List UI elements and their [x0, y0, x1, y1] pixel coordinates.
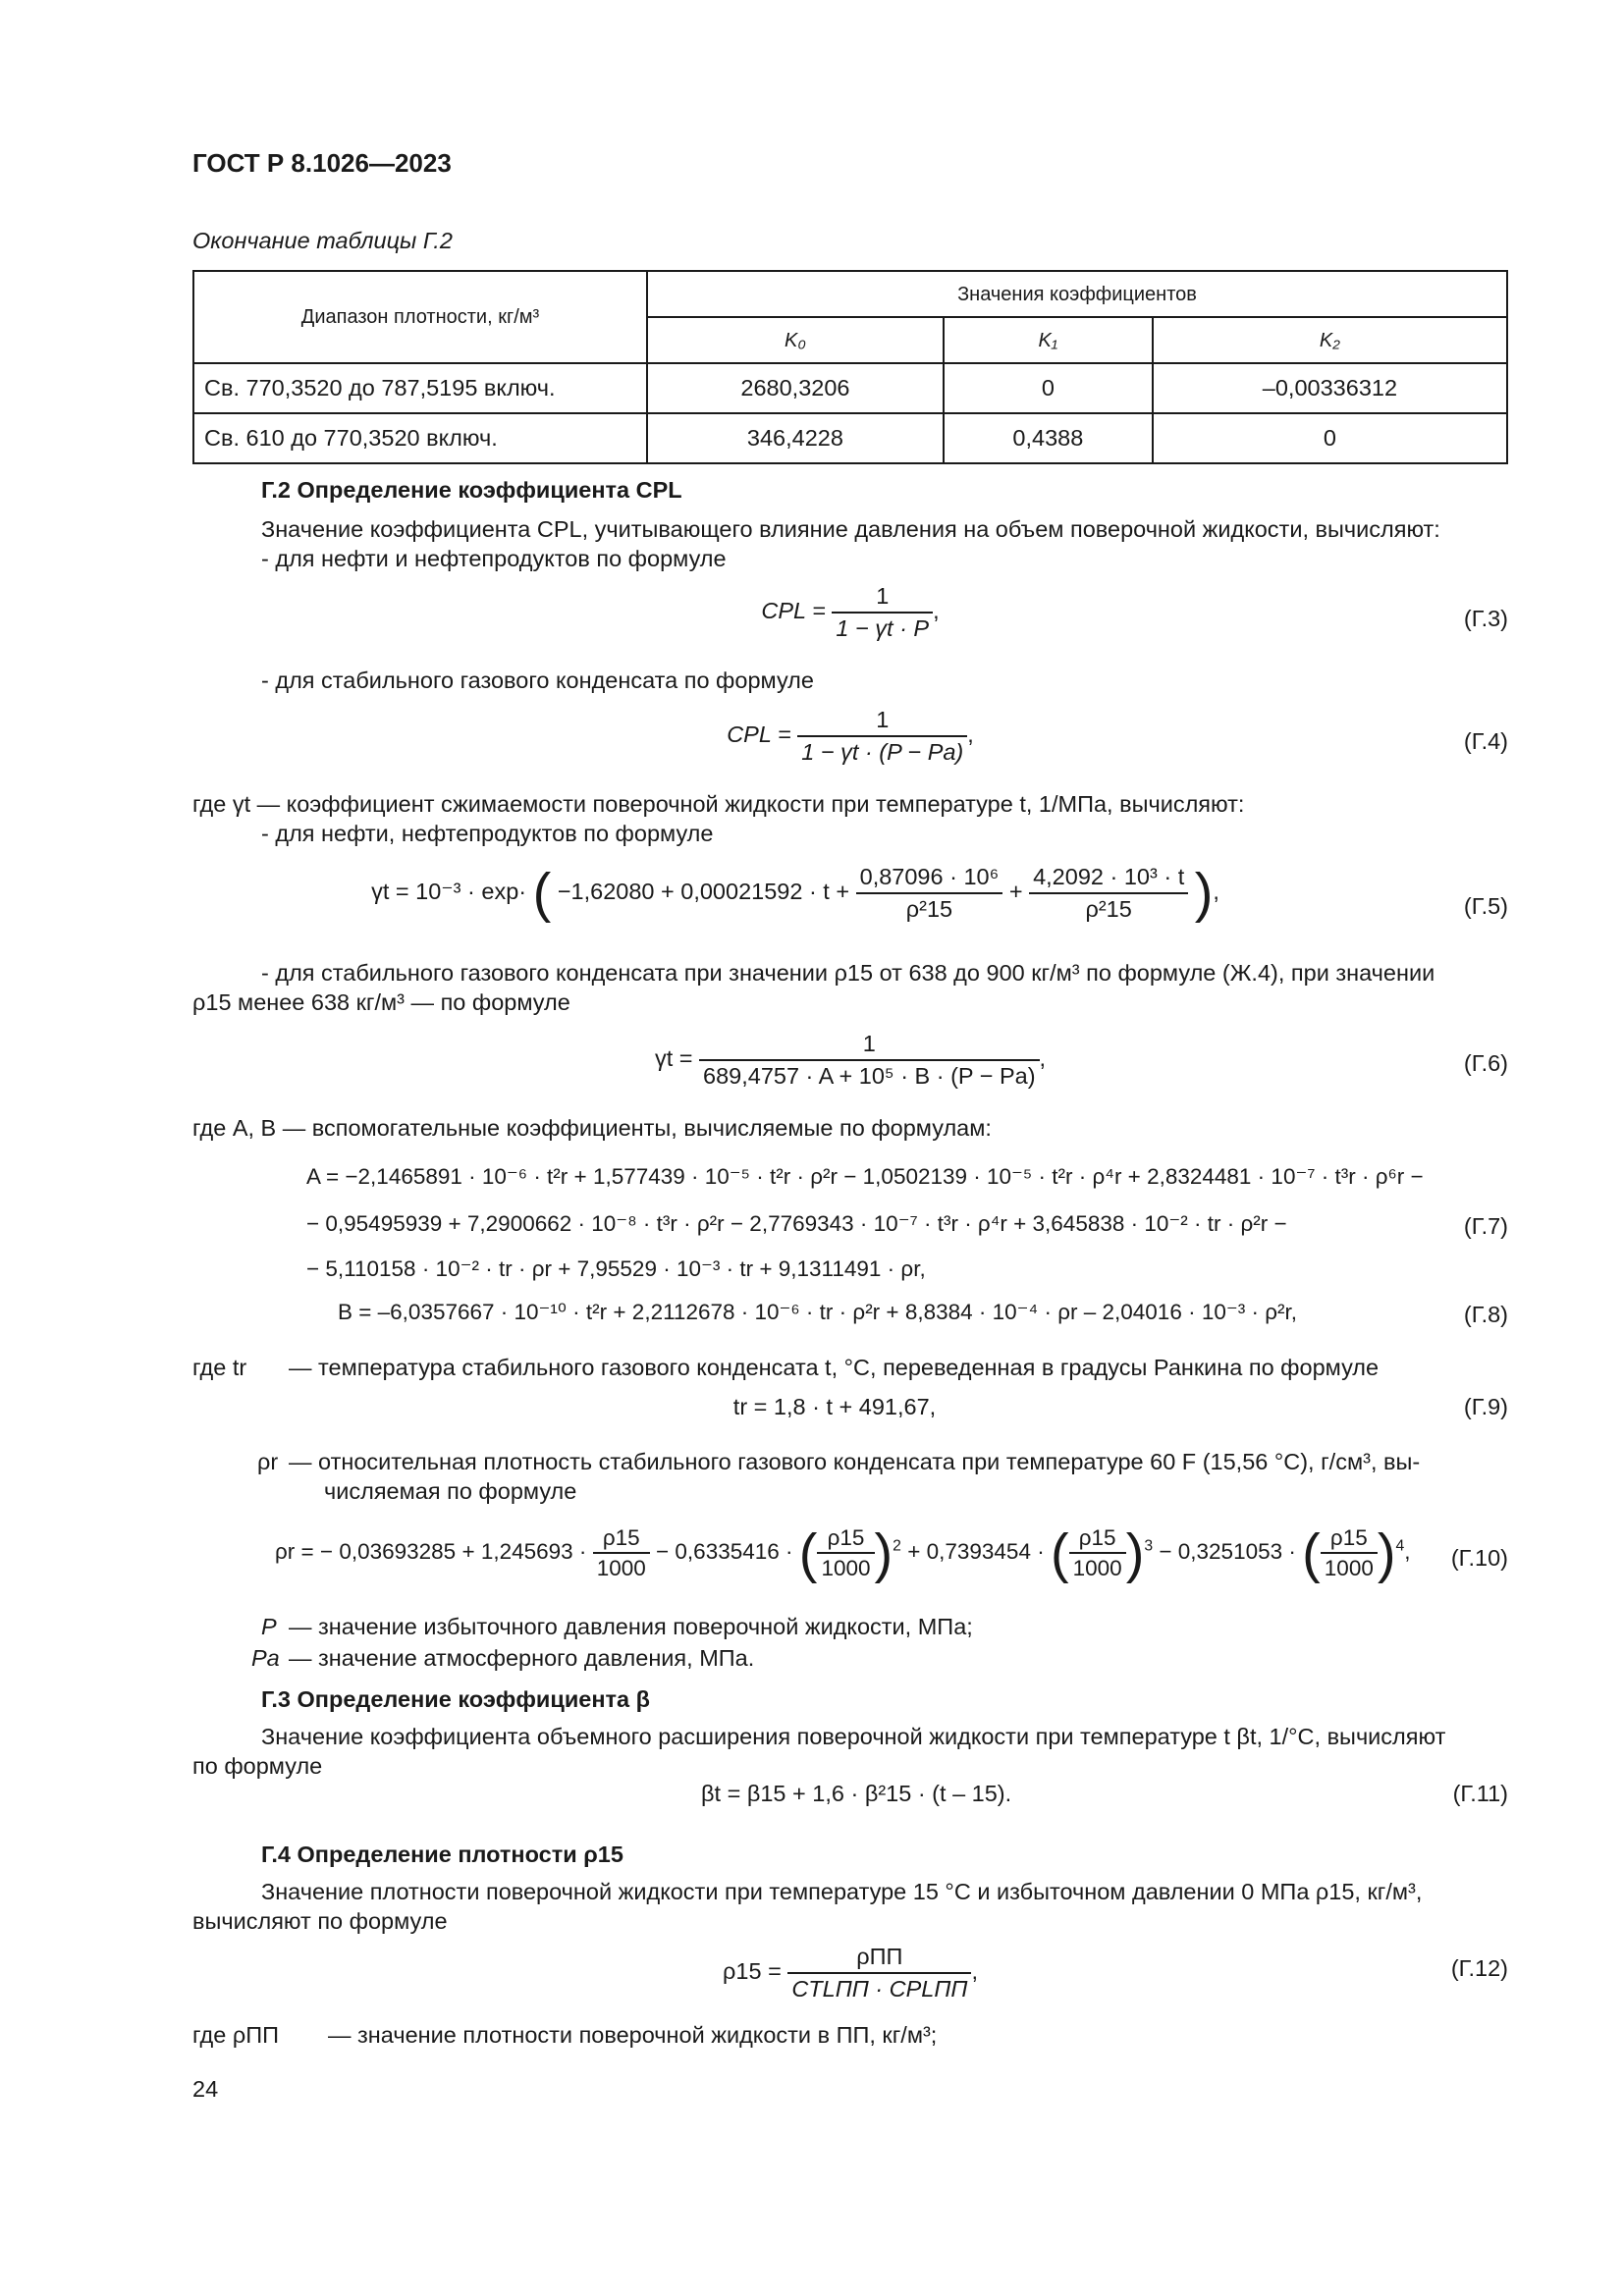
rho-r-def-line2: числяемая по формуле [324, 1478, 577, 1504]
col-header-range: Диапазон плотности, кг/м³ [193, 271, 647, 363]
section-g2-intro: Значение коэффициента CPL, учитывающего влияние давления на объем поверочной жидкости, вычисляют: [261, 516, 1440, 542]
coefficients-table [192, 270, 1508, 464]
section-g2-item1: - для нефти и нефтепродуктов по формуле [261, 546, 727, 571]
cell-k0: 346,4228 [647, 413, 944, 463]
where-tr-term: где tr [192, 1355, 247, 1380]
p-term: P [261, 1614, 277, 1639]
page-number: 24 [192, 2076, 219, 2102]
where-rho-pp-term: где ρПП [192, 2022, 279, 2048]
pa-term: Pa [251, 1645, 280, 1671]
equation-g4: CPL = $\frac{1}{1 - \gamma t \cdot (P - Pa)}$ , [727, 707, 974, 765]
equation-g9: tr = 1,8 · t + 491,67, [732, 1394, 937, 1419]
where-ab: где A, B — вспомогательные коэффициенты, вычисляемые по формулам: [192, 1115, 992, 1141]
section-g4-line2: вычисляют по формуле [192, 1908, 448, 1934]
col-header-k0: K₀ [647, 317, 944, 363]
equation-number: (Г.3) [1463, 606, 1508, 631]
cell-k0: 2680,3206 [647, 363, 944, 413]
rho-r-term: ρr [257, 1449, 279, 1474]
section-g2-heading: Г.2 Определение коэффициента CPL [261, 477, 682, 503]
equation-number: (Г.9) [1463, 1394, 1508, 1419]
document-title: ГОСТ Р 8.1026—2023 [192, 148, 452, 178]
cell-k2: –0,00336312 [1153, 363, 1507, 413]
equation-g7-line2: − 0,95495939 + 7,2900662 · 10⁻⁸ · t³r · ρ²r − 2,7769343 · 10⁻⁷ · t³r · ρ⁴r + 3,645838 · 10⁻² · tr · ρ²r − [306, 1211, 1287, 1236]
p-def: — значение избыточного давления поверочной жидкости, МПа; [289, 1614, 973, 1639]
where-tr-def: — температура стабильного газового конденсата t, °С, переведенная в градусы Ранкина по формуле [289, 1355, 1380, 1380]
cell-range: Св. 770,3520 до 787,5195 включ. [193, 363, 647, 413]
equation-g6: γt = $\frac{1}{\text{689,4757 · A + 10⁵ · B · (P − Pa)}}$ , [654, 1031, 1047, 1089]
section-g4-line1: Значение плотности поверочной жидкости при температуре 15 °С и избыточном давлении 0 МПа ρ15, кг/м³, [261, 1879, 1423, 1904]
section-g3-line2: по формуле [192, 1753, 323, 1779]
equation-number: (Г.8) [1463, 1302, 1508, 1327]
col-header-group: Значения коэффициентов [647, 271, 1507, 317]
section-g2-item3: - для нефти, нефтепродуктов по формуле [261, 821, 714, 846]
section-g3-heading: Г.3 Определение коэффициента β [261, 1686, 650, 1712]
section-g4-heading: Г.4 Определение плотности ρ15 [261, 1842, 623, 1867]
pa-def: — значение атмосферного давления, МПа. [289, 1645, 755, 1671]
cell-k1: 0,4388 [944, 413, 1153, 463]
condition-line-1: - для стабильного газового конденсата при значении ρ15 от 638 до 900 кг/м³ по формуле (Ж.4), при значении [261, 960, 1435, 986]
equation-g7-line3: − 5,110158 · 10⁻² · tr · ρr + 7,95529 · 10⁻³ · tr + 9,1311491 · ρr, [306, 1256, 926, 1281]
equation-number: (Г.5) [1463, 893, 1508, 919]
equation-g12: ρ15 = $\frac{\text{ρПП}}{\text{CTLПП · CPLПП}}$ , [723, 1944, 978, 2002]
section-g2-item2: - для стабильного газового конденсата по формуле [261, 667, 814, 693]
equation-number: (Г.10) [1450, 1545, 1508, 1571]
equation-number: (Г.11) [1452, 1781, 1508, 1806]
condition-line-2: ρ15 менее 638 кг/м³ — по формуле [192, 989, 570, 1015]
equation-number: (Г.7) [1463, 1213, 1508, 1239]
where-rho-pp-def: — значение плотности поверочной жидкости в ПП, кг/м³; [328, 2022, 938, 2048]
col-header-k2: K₂ [1153, 317, 1507, 363]
col-header-k1: K₁ [944, 317, 1153, 363]
equation-number: (Г.12) [1450, 1955, 1508, 1981]
table-row [193, 363, 1507, 413]
equation-g5: γt = 10⁻³ · exp· ( −1,62080 + 0,00021592 · t + $\frac{\text{0,87096 · 10⁶}}{\text{ρ²15}}$ + $\frac{\text{4,2092 · 10³ · t}}{\text{ρ²15}}$ ), [371, 861, 1219, 924]
equation-g7-line1: A = −2,1465891 · 10⁻⁶ · t²r + 1,577439 · 10⁻⁵ · t²r · ρ²r − 1,0502139 · 10⁻⁵ · t²r · ρ⁴r + 2,8324481 · 10⁻⁷ · t³r · ρ⁶r − [306, 1164, 1424, 1189]
cell-k1: 0 [944, 363, 1153, 413]
table-caption: Окончание таблицы Г.2 [192, 228, 453, 253]
table-row [193, 413, 1507, 463]
equation-number: (Г.4) [1463, 728, 1508, 754]
equation-g3: CPL = $\frac{1}{1 - \gamma t \cdot P}$ , [761, 583, 940, 641]
where-gamma: где γt — коэффициент сжимаемости поверочной жидкости при температуре t, 1/МПа, вычисляют: [192, 791, 1245, 817]
cell-k2: 0 [1153, 413, 1507, 463]
section-g3-line1: Значение коэффициента объемного расширения поверочной жидкости при температуре t βt, 1/°С, вычисляют [261, 1724, 1446, 1749]
equation-g11: βt = β15 + 1,6 · β²15 · (t – 15). [701, 1781, 1012, 1806]
cell-range: Св. 610 до 770,3520 включ. [193, 413, 647, 463]
equation-g10: ρr = − 0,03693285 + 1,245693 · $\frac{\rho 15}{1000}$ − 0,6335416 · ( $\frac{\rho 15}{1000}$ )$^2$ + 0,7393454 · ( $\frac{\rho 15}{1000}$ )$^3$ − 0,3251053 · ( $\frac{\rho 15}{1000}$ )$^4$, [275, 1522, 1411, 1584]
equation-g8: B = –6,0357667 · 10⁻¹⁰ · t²r + 2,2112678 · 10⁻⁶ · tr · ρ²r + 8,8384 · 10⁻⁴ · ρr – 2,04016 · 10⁻³ · ρ²r, [338, 1300, 1298, 1324]
equation-number: (Г.6) [1463, 1050, 1508, 1076]
rho-r-def-line1: — относительная плотность стабильного газового конденсата при температуре 60 F (15,56 °С), г/см³, вы- [289, 1449, 1421, 1474]
